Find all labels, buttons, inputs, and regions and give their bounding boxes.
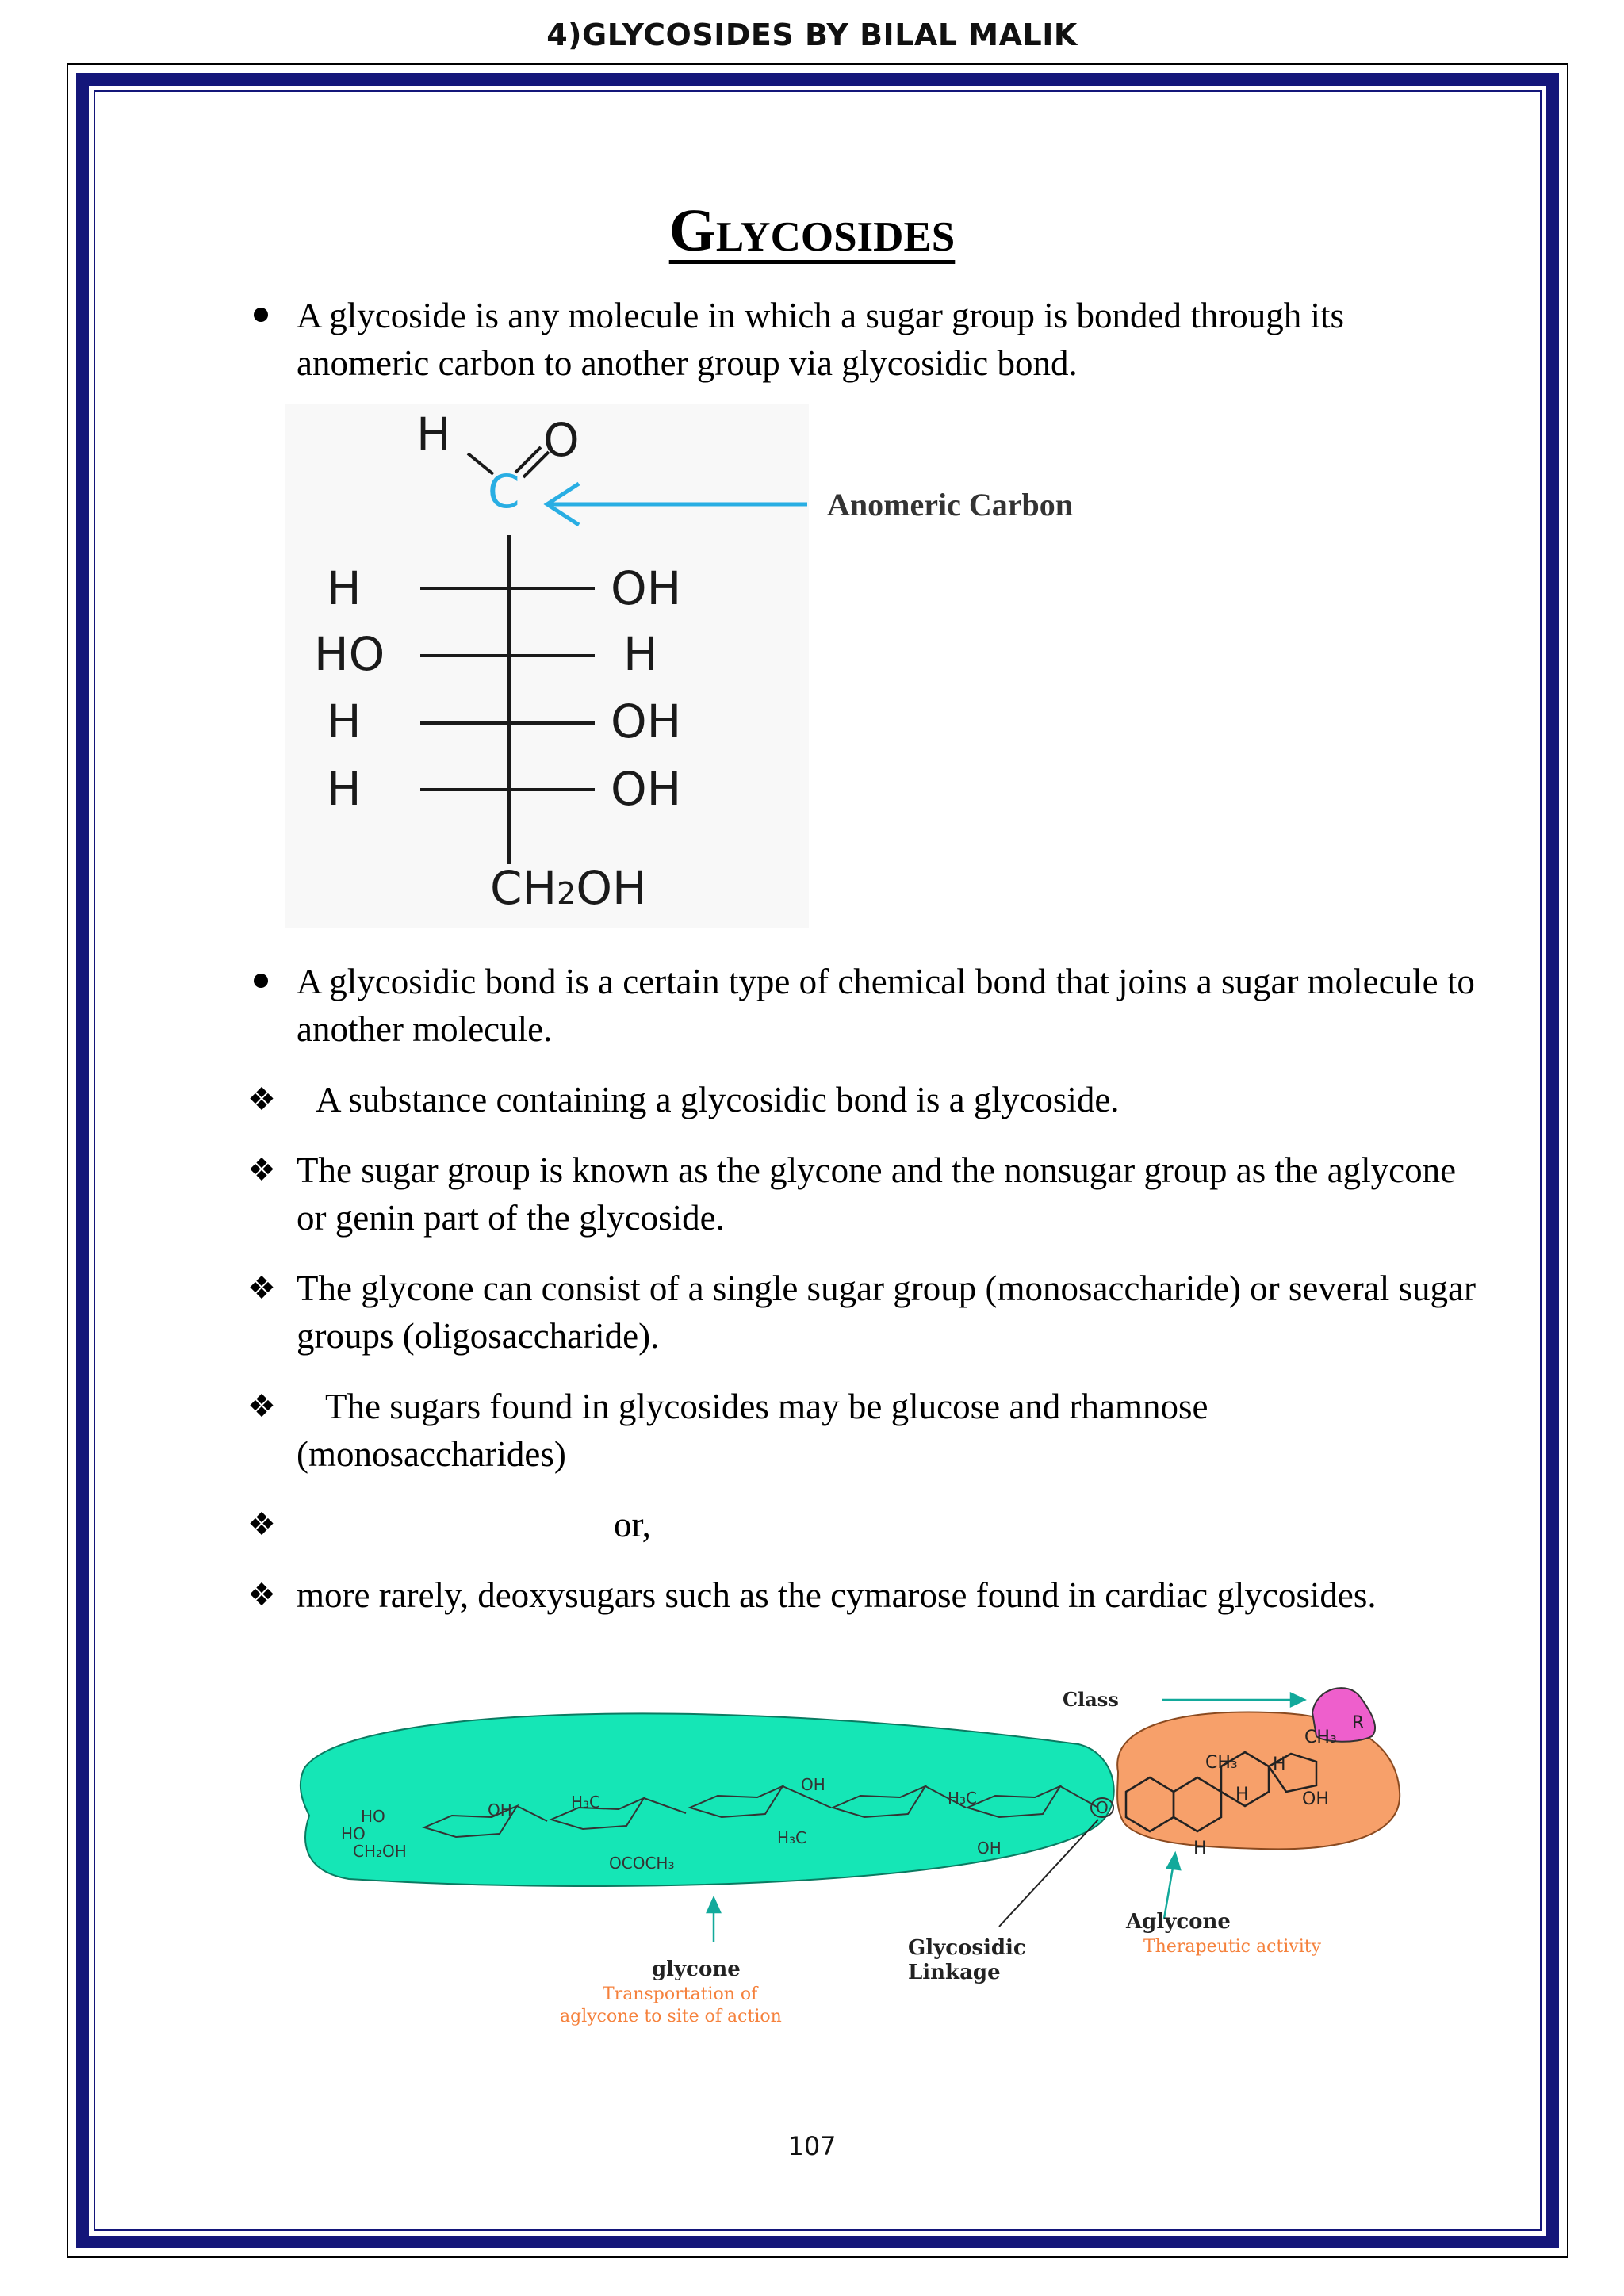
- aglycone-label: Aglycone: [1126, 1910, 1231, 1934]
- running-header: 4)GLYCOSIDES BY BILAL MALIK: [546, 17, 1078, 52]
- fischer-o-top: O: [543, 413, 580, 467]
- page-number: 107: [787, 2131, 837, 2161]
- sugar-label-h3c1: H₃C: [571, 1793, 601, 1812]
- glycosidic-linkage-label-2: Linkage: [908, 1961, 1001, 1984]
- glycone-arrow-icon: [707, 1898, 720, 1912]
- diamond-bullet: [247, 1383, 1484, 1478]
- diamond-bullet: [247, 1571, 1484, 1619]
- glycone-description-2: aglycone to site of action: [560, 2007, 782, 2026]
- steroid-label-h3: H: [1193, 1839, 1207, 1858]
- class-label: Class: [1063, 1688, 1119, 1711]
- diamond-bullet-icon: ❖: [247, 1270, 276, 1307]
- paragraph-text: A glycoside is any molecule in which a sugar group is bonded through its anomeric carbon to another group via glycosidic bond.: [297, 296, 1345, 383]
- sugar-label-h3c2: H₃C: [777, 1828, 807, 1847]
- class-r-label: R: [1352, 1713, 1365, 1733]
- bullet-text: A substance containing a glycosidic bond is a glycoside.: [316, 1080, 1120, 1119]
- aglycone-arrow-icon: [1167, 1854, 1180, 1869]
- bullet-paragraph: [247, 958, 1484, 1053]
- sugar-label-oh3: OH: [977, 1839, 1002, 1858]
- diamond-bullet-icon: ❖: [247, 1081, 276, 1118]
- sugar-label-ho1: HO: [361, 1807, 385, 1826]
- fischer-row1-left: H: [327, 561, 362, 615]
- fischer-row2-right: H: [623, 627, 658, 681]
- fischer-projection-diagram: [285, 404, 1158, 928]
- glycone-description-1: Transportation of: [603, 1984, 758, 2004]
- fischer-h-top: H: [416, 408, 451, 461]
- steroid-label-h1: H: [1273, 1755, 1286, 1774]
- steroid-label-ch3-b: CH₃: [1304, 1728, 1337, 1747]
- anomeric-carbon-symbol: C: [488, 465, 520, 519]
- fischer-bottom-group: CH2OH: [490, 861, 647, 915]
- sugar-label-h3c3: H₃C: [948, 1789, 978, 1808]
- diamond-bullet-icon: ❖: [247, 1388, 276, 1425]
- glycoside-structure-diagram: [285, 1681, 1427, 2053]
- bullet-text: The sugars found in glycosides may be glucose and rhamnose (monosaccharides): [297, 1387, 1208, 1474]
- sugar-label-ho2: HO: [341, 1824, 366, 1843]
- sugar-label-ch2oh: CH₂OH: [353, 1842, 407, 1861]
- bullet-text: more rarely, deoxysugars such as the cymarose found in cardiac glycosides.: [297, 1575, 1377, 1615]
- page-title: Glycosides: [668, 197, 956, 264]
- steroid-label-h2: H: [1235, 1785, 1249, 1804]
- class-arrow-icon: [1291, 1693, 1304, 1706]
- glycone-label: glycone: [652, 1957, 741, 1981]
- diamond-bullet: [247, 1501, 1484, 1548]
- bullet-text: or,: [614, 1505, 651, 1544]
- steroid-label-ch3-a: CH₃: [1205, 1753, 1238, 1773]
- glycosidic-linkage-label-1: Glycosidic: [908, 1936, 1026, 1960]
- fischer-row3-right: OH: [611, 695, 682, 748]
- diamond-bullet: [247, 1265, 1484, 1360]
- bullet-paragraph: [247, 292, 1484, 387]
- fischer-row4-left: H: [327, 762, 362, 816]
- fischer-row3-left: H: [327, 695, 362, 748]
- diamond-bullet-icon: ❖: [247, 1506, 276, 1543]
- sugar-label-ococh3: OCOCH₃: [609, 1854, 675, 1873]
- steroid-label-oh: OH: [1302, 1789, 1329, 1809]
- diamond-bullet-icon: ❖: [247, 1577, 276, 1613]
- diamond-bullet-icon: ❖: [247, 1152, 276, 1188]
- fischer-row2-left: HO: [314, 627, 385, 681]
- bullet-text: The sugar group is known as the glycone and the nonsugar group as the aglycone or genin part of the glycoside.: [297, 1150, 1457, 1238]
- fischer-row1-right: OH: [611, 561, 682, 615]
- fischer-row4-right: OH: [611, 762, 682, 816]
- aglycone-description: Therapeutic activity: [1143, 1937, 1322, 1957]
- paragraph-text: A glycosidic bond is a certain type of chemical bond that joins a sugar molecule to another molecule.: [297, 962, 1475, 1049]
- sugar-label-oh1: OH: [488, 1800, 512, 1820]
- bullet-text: The glycone can consist of a single sugar group (monosaccharide) or several sugar groups (oligosaccharide).: [297, 1269, 1476, 1356]
- diamond-bullet: [247, 1076, 1484, 1123]
- sugar-label-oh2: OH: [801, 1775, 825, 1794]
- anomeric-carbon-label: Anomeric Carbon: [827, 487, 1073, 522]
- glycosidic-oxygen: O: [1096, 1798, 1109, 1817]
- diamond-bullet: [247, 1146, 1484, 1242]
